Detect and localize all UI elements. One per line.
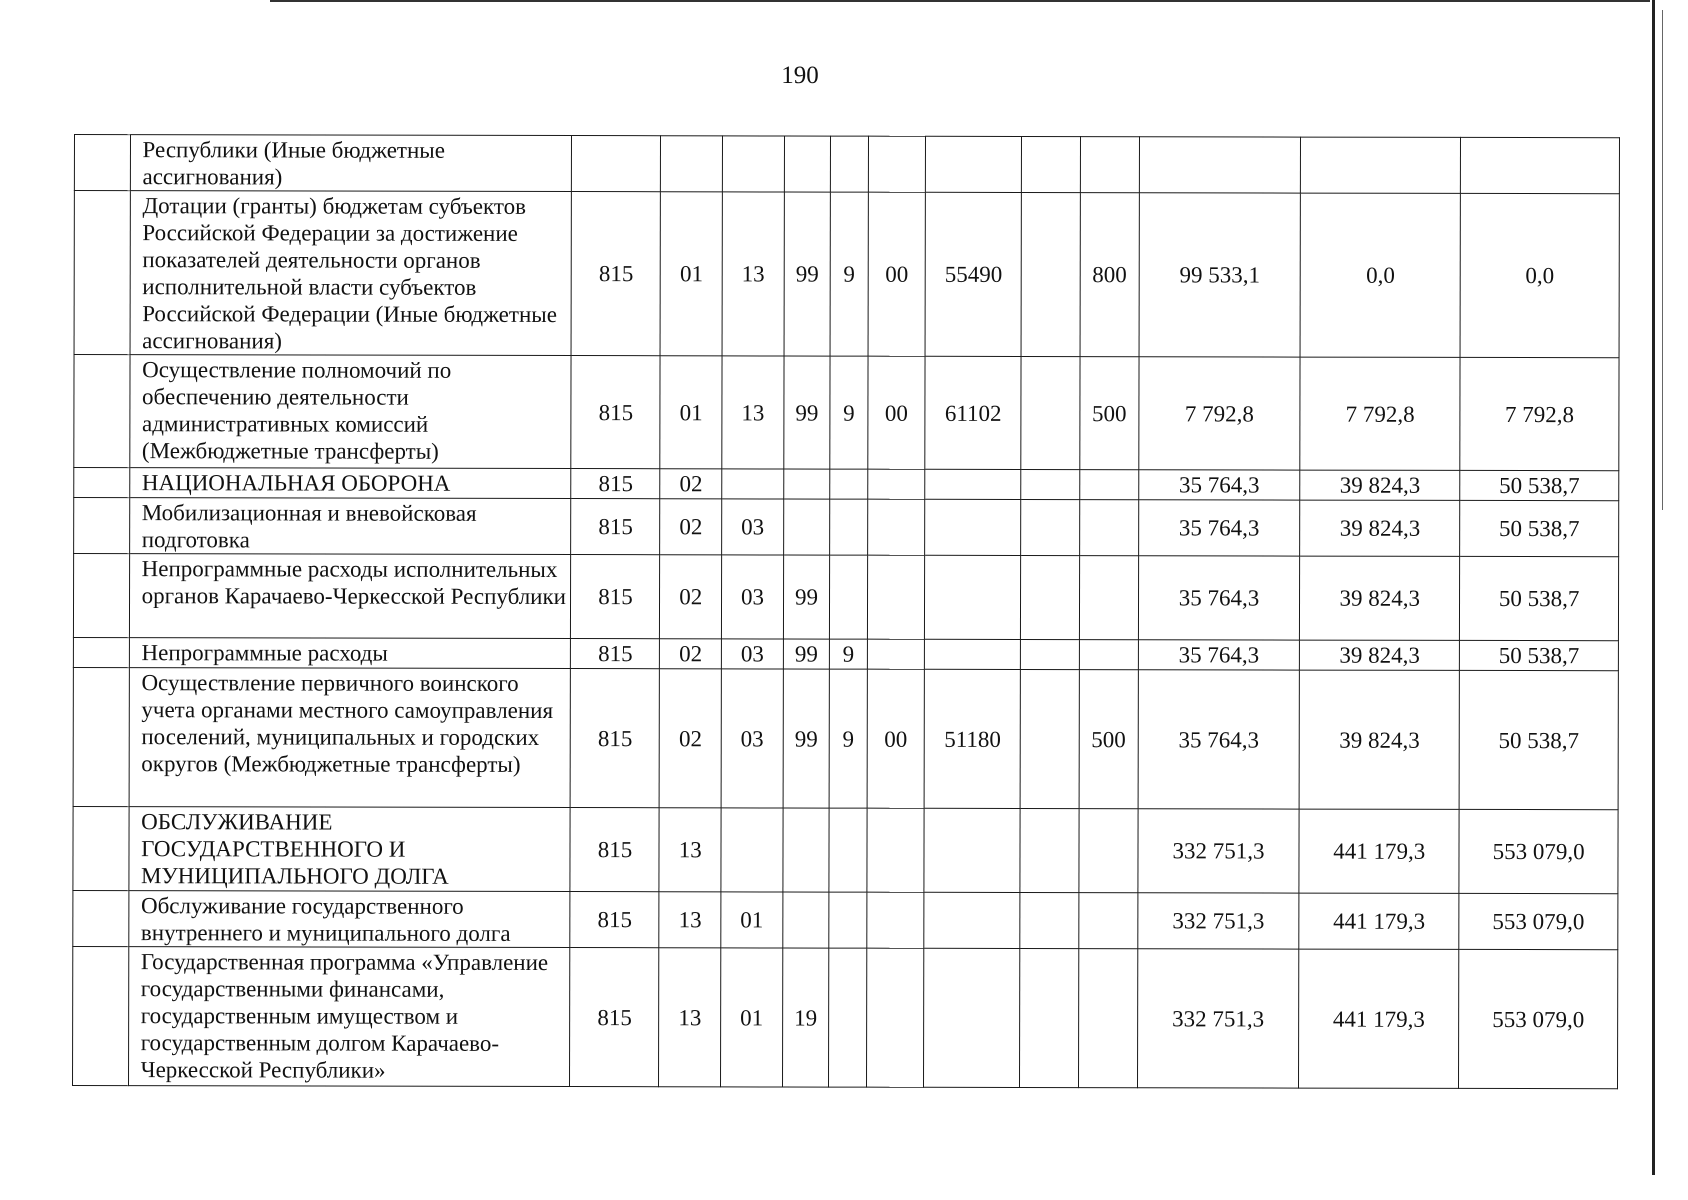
code-rz-cell: 02 — [660, 669, 722, 808]
row-name: Дотации (гранты) бюджетам субъектов Российской Федерации за достижение показателей деятельности органов исполнительной власти субъектов Российской Федерации (Иные бюджетные ассигнования) — [130, 191, 572, 356]
amount-year2-cell: 0,0 — [1300, 193, 1460, 357]
code-rz-cell: 02 — [660, 639, 722, 669]
code-event-cell — [867, 469, 925, 499]
table-row — [73, 806, 1618, 893]
row-name: Осуществление полномочий по обеспечению деятельности административных комиссий (Межбюджетные трансферты) — [129, 355, 571, 469]
amount-year3-cell: 553 079,0 — [1459, 949, 1618, 1088]
code-extra-cell — [1021, 499, 1080, 555]
amount-year1-cell: 35 764,3 — [1138, 670, 1300, 809]
amount-year2-cell — [1301, 137, 1461, 193]
budget-table — [72, 134, 1620, 1089]
code-pr-cell: 03 — [721, 639, 783, 669]
code-extra-cell — [1020, 892, 1079, 948]
code-direction-cell — [925, 469, 1021, 499]
code-event-cell: 00 — [867, 669, 925, 808]
code-rz-cell: 01 — [660, 192, 722, 356]
amount-year1-cell: 332 751,3 — [1138, 809, 1300, 893]
row-name: НАЦИОНАЛЬНАЯ ОБОРОНА — [129, 468, 571, 499]
row-name: Обслуживание государственного внутреннего и муниципального долга — [128, 891, 570, 948]
amount-year1-cell: 7 792,8 — [1138, 357, 1300, 470]
row-index-cell — [73, 946, 129, 1085]
amount-year1-cell: 35 764,3 — [1138, 640, 1300, 670]
code-program-cell: 99 — [783, 639, 830, 669]
table-row — [74, 135, 1619, 194]
code-extra-cell — [1021, 356, 1080, 469]
table-row — [73, 667, 1618, 809]
amount-year3-cell — [1461, 137, 1620, 193]
code-vr-cell — [1079, 640, 1138, 670]
amount-year1-cell: 99 533,1 — [1139, 193, 1301, 357]
code-program-cell — [784, 136, 831, 192]
code-subprogram-cell — [829, 808, 867, 892]
row-index-cell — [73, 554, 129, 638]
page-number: 190 — [781, 62, 819, 89]
code-pr-cell — [722, 136, 784, 192]
amount-year2-cell: 39 824,3 — [1299, 670, 1459, 809]
table-row — [74, 468, 1619, 501]
code-rz-cell — [661, 136, 723, 192]
code-direction-cell: 51180 — [924, 669, 1020, 808]
code-direction-cell: 61102 — [925, 356, 1021, 469]
code-program-cell — [784, 469, 831, 499]
row-name: Республики (Иные бюджетные ассигнования) — [130, 135, 572, 192]
code-event-cell — [867, 639, 925, 669]
amount-year2-cell: 39 824,3 — [1300, 500, 1460, 556]
code-subprogram-cell: 9 — [830, 192, 868, 356]
amount-year1-cell — [1139, 137, 1301, 193]
code-subprogram-cell — [830, 499, 868, 555]
code-vr-cell — [1079, 556, 1138, 640]
code-vr-cell — [1079, 809, 1138, 893]
budget-table-body — [73, 135, 1620, 1089]
code-vr-cell — [1079, 949, 1138, 1088]
amount-year1-cell: 332 751,3 — [1137, 949, 1299, 1088]
code-subprogram-cell: 9 — [830, 356, 868, 469]
code-pr-cell: 03 — [722, 555, 784, 639]
code-extra-cell — [1020, 948, 1079, 1087]
code-extra-cell — [1021, 469, 1080, 499]
code-rz-cell: 02 — [660, 555, 722, 639]
amount-year1-cell: 35 764,3 — [1138, 556, 1300, 640]
row-name: Государственная программа «Управление государственными финансами, государственным имуществом и государственным долгом Карачаево-Черкесской Республики» — [128, 947, 570, 1087]
code-rz-cell: 02 — [660, 469, 722, 499]
code-gr-cell: 815 — [571, 669, 660, 808]
code-event-cell — [866, 892, 924, 948]
code-pr-cell: 01 — [721, 892, 783, 948]
scan-right-edge-line-secondary — [1662, 10, 1663, 510]
code-event-cell — [867, 555, 925, 639]
code-vr-cell: 500 — [1080, 357, 1139, 470]
amount-year3-cell: 0,0 — [1460, 193, 1619, 357]
code-gr-cell: 815 — [571, 356, 660, 469]
row-index-cell — [73, 667, 129, 806]
code-program-cell: 99 — [783, 669, 830, 808]
code-vr-cell — [1080, 470, 1139, 500]
code-vr-cell: 800 — [1080, 193, 1139, 357]
code-pr-cell: 03 — [722, 499, 784, 555]
amount-year3-cell: 50 538,7 — [1459, 670, 1618, 809]
amount-year2-cell: 39 824,3 — [1300, 556, 1460, 640]
row-index-cell — [73, 806, 129, 890]
code-pr-cell — [721, 808, 783, 892]
row-index-cell — [74, 498, 130, 554]
scan-top-edge-line — [270, 0, 1650, 2]
code-pr-cell: 01 — [721, 948, 783, 1087]
code-event-cell: 00 — [868, 192, 926, 356]
amount-year2-cell: 39 824,3 — [1300, 470, 1460, 500]
amount-year2-cell: 441 179,3 — [1299, 949, 1459, 1088]
code-vr-cell — [1080, 500, 1139, 556]
code-gr-cell: 815 — [571, 639, 660, 669]
code-gr-cell: 815 — [570, 892, 659, 948]
code-program-cell — [783, 892, 830, 948]
amount-year3-cell: 553 079,0 — [1459, 893, 1618, 949]
amount-year1-cell: 35 764,3 — [1138, 500, 1300, 556]
code-subprogram-cell: 9 — [830, 639, 867, 669]
row-index-cell — [74, 468, 130, 498]
table-row — [73, 554, 1618, 641]
code-extra-cell — [1020, 808, 1079, 892]
scan-right-edge-line — [1652, 0, 1655, 1175]
code-event-cell — [868, 136, 926, 192]
code-gr-cell: 815 — [570, 948, 659, 1087]
code-extra-cell — [1021, 192, 1080, 356]
row-name: Мобилизационная и вневойсковая подготовка — [129, 498, 571, 555]
code-vr-cell: 500 — [1079, 670, 1138, 809]
row-index-cell — [74, 135, 130, 191]
code-vr-cell — [1080, 137, 1139, 193]
row-index-cell — [73, 637, 129, 667]
code-program-cell: 99 — [784, 356, 831, 469]
code-rz-cell: 13 — [659, 948, 721, 1087]
code-gr-cell: 815 — [570, 808, 659, 892]
code-gr-cell: 815 — [571, 469, 660, 499]
table-row — [74, 355, 1619, 471]
code-pr-cell: 13 — [722, 192, 784, 356]
code-gr-cell — [572, 136, 661, 192]
code-extra-cell — [1021, 639, 1080, 669]
table-row — [73, 890, 1618, 949]
code-rz-cell: 13 — [659, 892, 721, 948]
amount-year2-cell: 441 179,3 — [1299, 809, 1459, 893]
row-index-cell — [74, 191, 130, 355]
code-rz-cell: 02 — [660, 499, 722, 555]
row-name: ОБСЛУЖИВАНИЕ ГОСУДАРСТВЕННОГО И МУНИЦИПАЛЬНОГО ДОЛГА — [129, 807, 571, 892]
code-direction-cell — [924, 892, 1020, 948]
code-event-cell — [866, 948, 924, 1087]
code-extra-cell — [1022, 136, 1081, 192]
code-gr-cell: 815 — [571, 555, 660, 639]
code-pr-cell: 13 — [722, 356, 784, 469]
code-gr-cell: 815 — [571, 499, 660, 555]
amount-year2-cell: 39 824,3 — [1300, 640, 1460, 670]
row-name: Непрограммные расходы — [129, 638, 571, 669]
code-program-cell: 19 — [782, 948, 829, 1087]
code-extra-cell — [1021, 555, 1080, 639]
code-program-cell: 99 — [784, 192, 831, 356]
code-rz-cell: 13 — [659, 808, 721, 892]
code-program-cell: 99 — [783, 555, 830, 639]
amount-year3-cell: 50 538,7 — [1460, 470, 1619, 500]
amount-year2-cell: 7 792,8 — [1300, 357, 1460, 470]
code-subprogram-cell — [831, 136, 869, 192]
amount-year3-cell: 50 538,7 — [1460, 640, 1619, 670]
row-index-cell — [73, 890, 129, 946]
code-subprogram-cell: 9 — [829, 669, 867, 808]
code-subprogram-cell — [829, 892, 867, 948]
code-gr-cell: 815 — [572, 192, 661, 356]
code-rz-cell: 01 — [660, 356, 722, 469]
code-direction-cell: 55490 — [925, 192, 1021, 356]
amount-year1-cell: 35 764,3 — [1138, 470, 1300, 500]
code-event-cell: 00 — [867, 356, 925, 469]
code-subprogram-cell — [830, 469, 867, 499]
amount-year3-cell: 553 079,0 — [1459, 809, 1618, 893]
budget-table-container — [72, 134, 1620, 1089]
row-index-cell — [74, 355, 130, 468]
code-event-cell — [867, 499, 925, 555]
row-name: Осуществление первичного воинского учета органами местного самоуправления поселений, муниципальных и городских округов (Межбюджетные трансферты) — [129, 668, 571, 808]
code-event-cell — [867, 808, 925, 892]
code-subprogram-cell — [829, 948, 867, 1087]
code-direction-cell — [924, 948, 1020, 1087]
code-subprogram-cell — [830, 555, 868, 639]
code-direction-cell — [924, 808, 1020, 892]
code-extra-cell — [1020, 669, 1079, 808]
code-direction-cell — [925, 639, 1021, 669]
table-row — [73, 946, 1618, 1088]
code-program-cell — [783, 808, 830, 892]
table-row — [73, 637, 1618, 670]
code-program-cell — [783, 499, 830, 555]
table-row — [74, 498, 1619, 557]
amount-year2-cell: 441 179,3 — [1299, 893, 1459, 949]
code-vr-cell — [1079, 893, 1138, 949]
amount-year3-cell: 50 538,7 — [1460, 556, 1619, 640]
code-direction-cell — [925, 555, 1021, 639]
row-name: Непрограммные расходы исполнительных органов Карачаево-Черкесской Республики — [129, 554, 571, 639]
code-pr-cell — [722, 469, 784, 499]
table-row — [74, 191, 1619, 358]
code-direction-cell — [925, 499, 1021, 555]
amount-year3-cell: 50 538,7 — [1460, 500, 1619, 556]
amount-year3-cell: 7 792,8 — [1460, 357, 1619, 470]
code-direction-cell — [926, 136, 1022, 192]
code-pr-cell: 03 — [721, 669, 783, 808]
amount-year1-cell: 332 751,3 — [1137, 893, 1299, 949]
